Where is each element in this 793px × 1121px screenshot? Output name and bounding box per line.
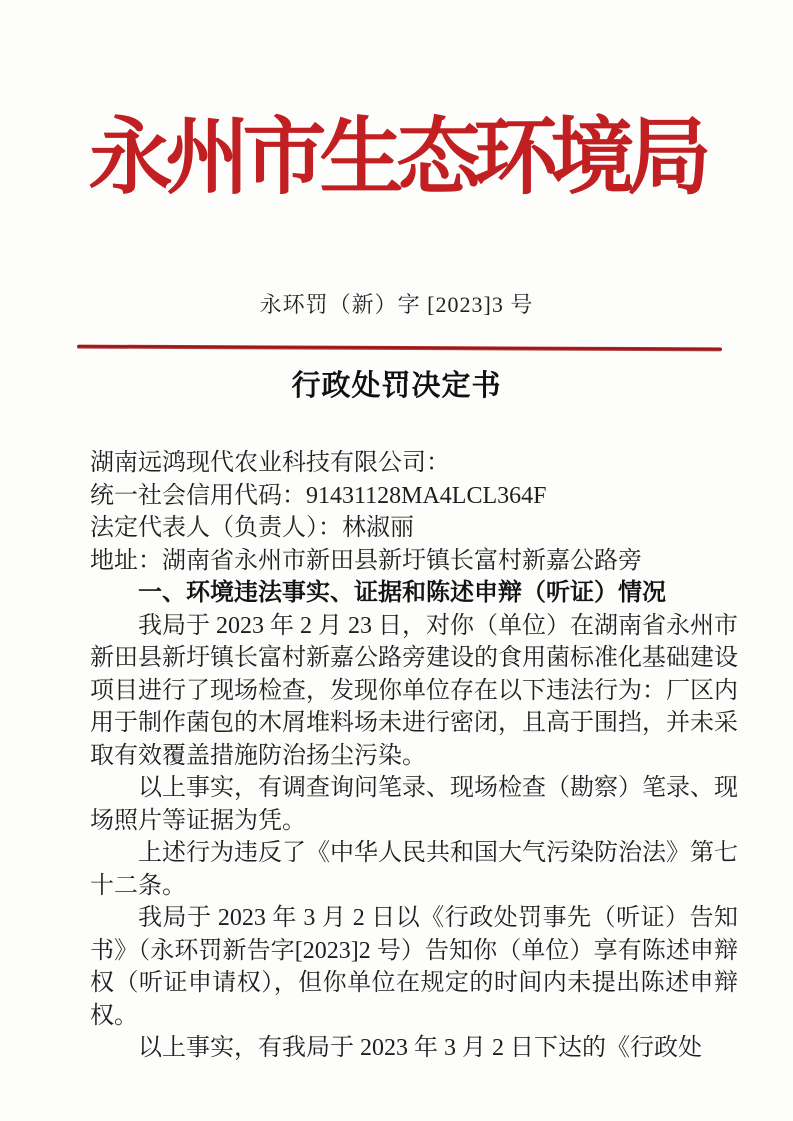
body-paragraph-prior-notice: 我局于 2023 年 3 月 2 日以《行政处罚事先（听证）告知书》（永环罚新告字[2023]2 号）告知你（单位）享有陈述申辩权（听证申请权），但你单位在规定的时间内未提出陈述申辩权。 (90, 905, 738, 1029)
body-paragraph-evidence: 以上事实，有调查询问笔录、现场检查（勘察）笔录、现场照片等证据为凭。 (90, 775, 738, 834)
body-paragraph-law-violated: 上述行为违反了《中华人民共和国大气污染防治法》第七十二条。 (90, 840, 738, 899)
recipient-legal-representative-line: 法定代表人（负责人）：林淑丽 (90, 515, 414, 541)
document-number: 永环罚（新）字 [2023]3 号 (259, 292, 534, 317)
section-one-heading: 一、环境违法事实、证据和陈述申辩（听证）情况 (138, 579, 666, 606)
body-paragraph-inspection: 我局于 2023 年 2 月 23 日，对你（单位）在湖南省永州市新田县新圩镇长富村新嘉公路旁建设的食用菌标准化基础建设项目进行了现场检查，发现你单位存在以下违法行为：厂区内用于制作菌包的木屑堆料场未进行密闭，且高于围挡，并未采取有效覆盖措施防治扬尘污染。 (90, 612, 738, 769)
recipient-company-line: 湖南远鸿现代农业科技有限公司： (90, 450, 450, 476)
header-divider-rule (77, 345, 722, 352)
document-body (90, 447, 738, 1065)
agency-header-title: 永州市生态环境局 (88, 112, 705, 205)
recipient-credit-code-line: 统一社会信用代码：91431128MA4LCL364F (90, 482, 547, 509)
document-title: 行政处罚决定书 (291, 370, 502, 402)
body-paragraph-final-truncated: 以上事实，有我局于 2023 年 3 月 2 日下达的《行政处 (138, 1035, 702, 1061)
recipient-address-line: 地址：湖南省永州市新田县新圩镇长富村新嘉公路旁 (90, 547, 642, 574)
